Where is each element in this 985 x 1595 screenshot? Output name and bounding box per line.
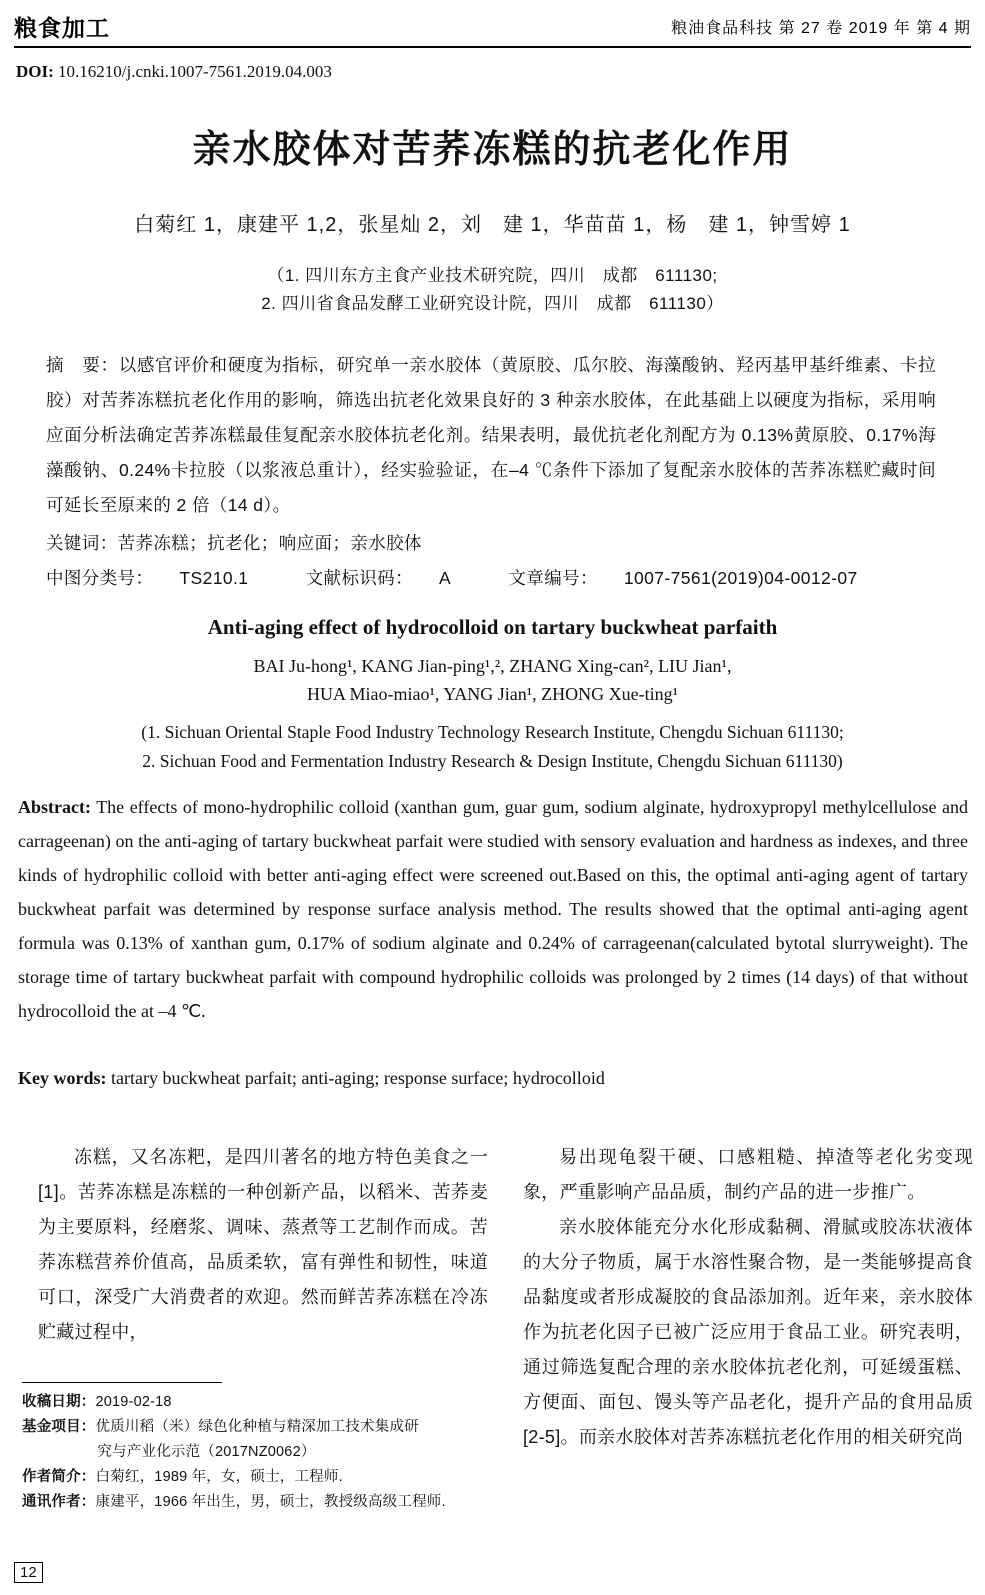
clc-value: TS210.1 bbox=[179, 568, 249, 588]
footnote-fund-value: 优质川稻（米）绿色化种植与精深加工技术集成研 bbox=[95, 1419, 419, 1435]
keywords-cn-text: 苦荞冻糕；抗老化；响应面；亲水胶体 bbox=[117, 533, 422, 553]
abstract-en-text: The effects of mono-hydrophilic colloid (xanthan gum, guar gum, sodium alginate, hydroxypropyl methylcellulose and carrageenan) on the anti-aging of tartary buckwheat parfait were studied with sensory evaluation and hardness as indexes, and three kinds of hydrophilic colloid with better anti-aging effect were screened out.Based on this, the optimal anti-aging agent of tartary buckwheat parfait was determined by response surface analysis method. The results showed that the optimal anti-aging agent formula was 0.13% of xanthan gum, 0.17% of sodium alginate and 0.24% of carrageenan(calculated bytotal slurryweight). The storage time of tartary buckwheat parfait with compound hydrophilic colloids was prolonged by 2 times (14 days) of that without hydrocolloid the at –4 ℃. bbox=[18, 797, 968, 1021]
page-title-en: Anti-aging effect of hydrocolloid on tartary buckwheat parfaith bbox=[207, 615, 778, 639]
affiliation-en-2: 2. Sichuan Food and Fermentation Industry Research & Design Institute, Chengdu Sichuan 611130) bbox=[142, 751, 843, 771]
abstract-en-label: Abstract: bbox=[18, 797, 91, 817]
keywords-cn-label: 关键词： bbox=[46, 533, 118, 553]
affiliation-cn-1: （1. 四川东方主食产业技术研究院，四川 成都 611130; bbox=[267, 266, 718, 285]
footnote-corresponding-label: 通讯作者： bbox=[22, 1494, 96, 1510]
clc-number bbox=[46, 568, 274, 588]
authors-cn: 白菊红 1，康建平 1,2，张星灿 2，刘 建 1，华苗苗 1，杨 建 1，钟雪婷 1 bbox=[134, 214, 851, 236]
footnote-fund bbox=[22, 1415, 452, 1440]
footnote-fund-continued: 究与产业化示范（2017NZ0062） bbox=[97, 1444, 316, 1460]
doi-label: DOI: bbox=[16, 62, 54, 81]
keywords-en-text: tartary buckwheat parfait; anti-aging; response surface; hydrocolloid bbox=[111, 1068, 605, 1088]
footnote-corresponding bbox=[22, 1490, 452, 1515]
doi-line bbox=[16, 62, 332, 82]
footnote-author-label: 作者简介： bbox=[22, 1469, 96, 1485]
footnote-received bbox=[22, 1390, 452, 1415]
body-paragraph-left-1: 冻糕，又名冻粑，是四川著名的地方特色美食之一[1]。苦荞冻糕是冻糕的一种创新产品，以稻米、苦荞麦为主要原料，经磨浆、调味、蒸煮等工艺制作而成。苦荞冻糕营养价值高，品质柔软，富有弹性和韧性，味道可口，深受广大消费者的欢迎。然而鲜苦荞冻糕在冷冻贮藏过程中， bbox=[38, 1147, 488, 1342]
abstract-cn bbox=[46, 348, 936, 523]
body-paragraph-right-1: 易出现龟裂干硬、口感粗糙、掉渣等老化劣变现象，严重影响产品品质，制约产品的进一步推广。 bbox=[523, 1147, 973, 1202]
footnote-divider bbox=[22, 1382, 222, 1383]
article-id-label: 文章编号： bbox=[508, 568, 598, 588]
affiliations-cn bbox=[0, 262, 985, 318]
footnote-author-value: 白菊红，1989 年，女，硕士，工程师. bbox=[95, 1469, 343, 1485]
affiliation-en-1: (1. Sichuan Oriental Staple Food Industry Technology Research Institute, Chengdu Sichuan 611130; bbox=[141, 722, 844, 742]
footnote-received-label: 收稿日期： bbox=[22, 1394, 96, 1410]
document-code-label: 文献标识码： bbox=[305, 568, 414, 588]
abstract-en bbox=[18, 790, 968, 1028]
doi-value: 10.16210/j.cnki.1007-7561.2019.04.003 bbox=[58, 62, 332, 81]
authors-en bbox=[0, 652, 985, 708]
abstract-cn-text: 以感官评价和硬度为指标，研究单一亲水胶体（黄原胶、瓜尔胶、海藻酸钠、羟丙基甲基纤维素、卡拉胶）对苦荞冻糕抗老化作用的影响，筛选出抗老化效果良好的 3 种亲水胶体，在此基础上以硬度为指标，采用响应面分析法确定苦荞冻糕最佳复配亲水胶体抗老化剂。结果表明，最优抗老化剂配方为 0.13%黄原胶、0.17%海藻酸钠、0.24%卡拉胶（以浆液总重计），经实验验证，在–4 ℃条件下添加了复配亲水胶体的苦荞冻糕贮藏时间可延长至原来的 2 倍（14 d）。 bbox=[46, 355, 937, 515]
page-title-cn: 亲水胶体对苦荞冻糕的抗老化作用 bbox=[192, 129, 793, 171]
footnote-author bbox=[22, 1465, 452, 1490]
authors-en-line-2: HUA Miao-miao¹, YANG Jian¹, ZHONG Xue-ting¹ bbox=[307, 684, 678, 704]
authors-en-line-1: BAI Ju-hong¹, KANG Jian-ping¹,², ZHANG Xing-can², LIU Jian¹, bbox=[253, 656, 732, 676]
body-column-left bbox=[38, 1140, 488, 1350]
article-id bbox=[508, 568, 883, 588]
keywords-en bbox=[18, 1068, 968, 1089]
keywords-en-label: Key words: bbox=[18, 1068, 107, 1088]
header-divider bbox=[14, 46, 971, 48]
abstract-cn-label: 摘 要： bbox=[46, 355, 119, 375]
document-code-value: A bbox=[439, 568, 452, 588]
body-paragraph-right-2: 亲水胶体能充分水化形成黏稠、滑腻或胶冻状液体的大分子物质，属于水溶性聚合物，是一类能够提高食品黏度或者形成凝胶的食品添加剂。近年来，亲水胶体作为抗老化因子已被广泛应用于食品工业。研究表明，通过筛选复配合理的亲水胶体抗老化剂，可延缓蛋糕、方便面、面包、馒头等产品老化，提升产品的食用品质[2-5]。而亲水胶体对苦荞冻糕抗老化作用的相关研究尚 bbox=[523, 1217, 973, 1447]
affiliations-en bbox=[0, 718, 985, 776]
running-head-journal-info: 粮油食品科技 第 27 卷 2019 年 第 4 期 bbox=[671, 20, 971, 37]
page-number: 12 bbox=[14, 1562, 43, 1583]
footnote-block bbox=[22, 1382, 452, 1515]
classification-line bbox=[46, 565, 936, 590]
footnote-fund-label: 基金项目： bbox=[22, 1419, 96, 1435]
clc-label: 中图分类号： bbox=[46, 568, 154, 588]
document-code bbox=[306, 568, 477, 588]
footnote-received-value: 2019-02-18 bbox=[95, 1394, 172, 1410]
article-id-value: 1007-7561(2019)04-0012-07 bbox=[623, 568, 858, 588]
running-head bbox=[14, 10, 971, 48]
keywords-cn bbox=[46, 530, 936, 555]
affiliation-cn-2: 2. 四川省食品发酵工业研究设计院，四川 成都 611130） bbox=[261, 294, 724, 313]
running-head-section: 粮食加工 bbox=[14, 15, 110, 41]
body-column-right bbox=[523, 1140, 973, 1455]
footnote-corresponding-value: 康建平，1966 年出生，男，硕士，教授级高级工程师. bbox=[95, 1494, 446, 1510]
